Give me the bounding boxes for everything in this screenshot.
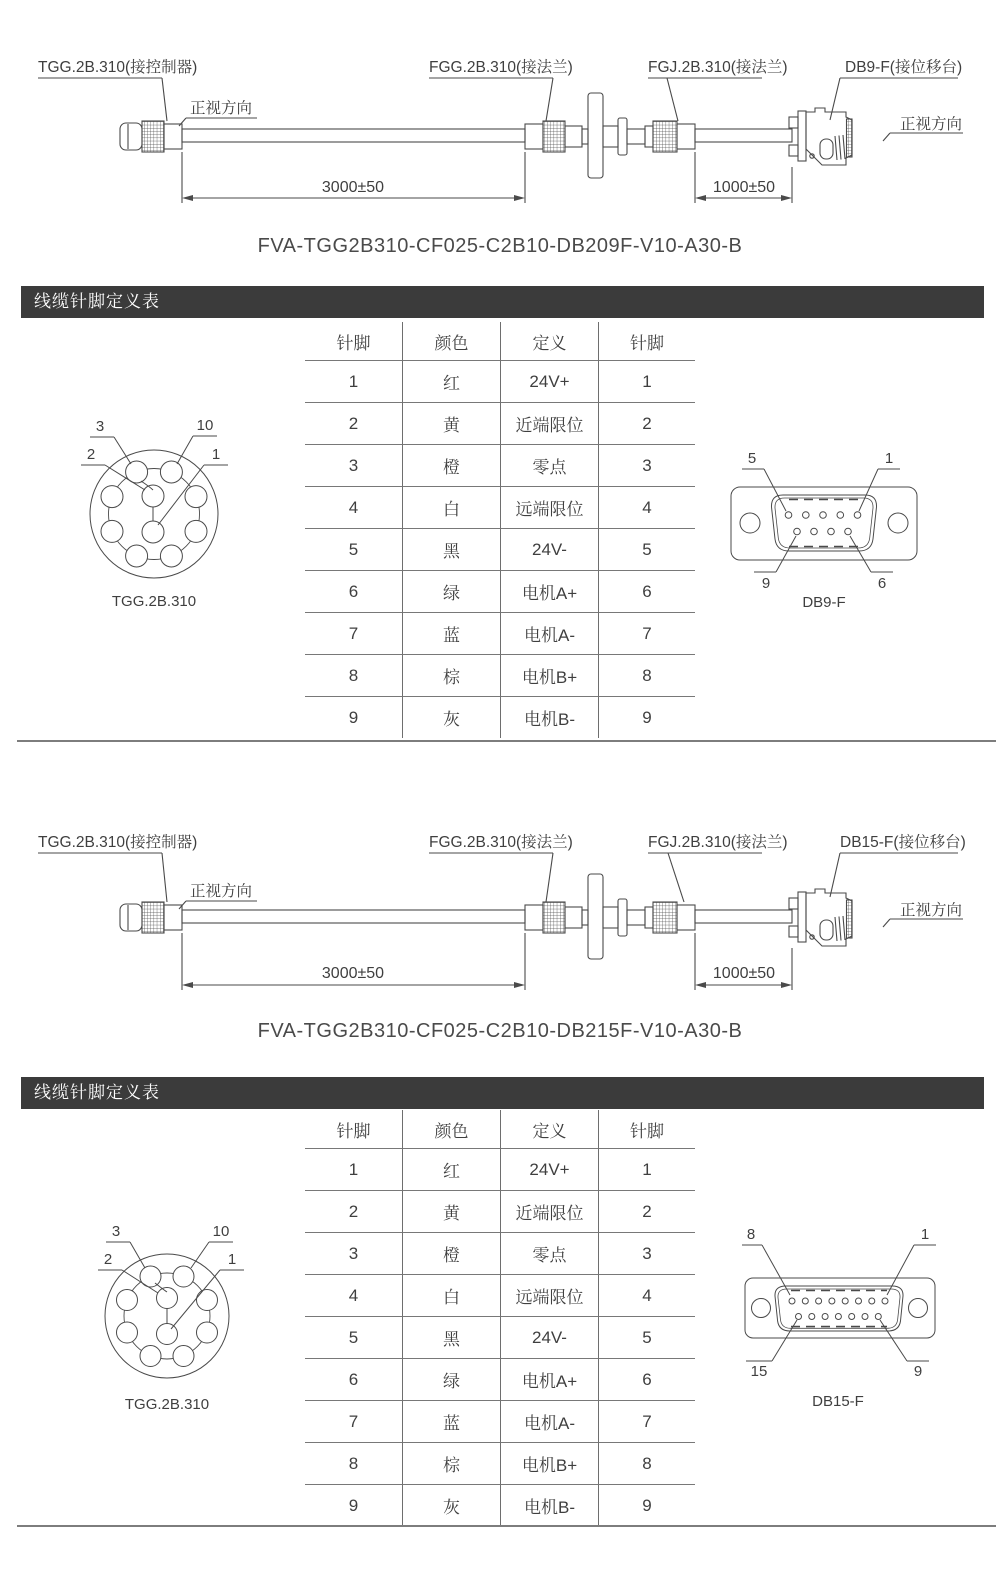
callout-number: 6 bbox=[877, 575, 887, 592]
tgg-plug-collar bbox=[164, 124, 182, 149]
pin-definition-bar: 线缆针脚定义表 bbox=[21, 1077, 984, 1109]
connector-label: TGG.2B.310(接控制器) bbox=[38, 59, 198, 76]
tgg-plug-cap bbox=[120, 123, 142, 150]
pin-table-cell: 9 bbox=[598, 1484, 695, 1526]
callout-number: 1 bbox=[920, 1226, 930, 1243]
pin-table-cell: 白 bbox=[402, 486, 500, 528]
pin-table-cell: 2 bbox=[598, 1190, 695, 1232]
pin-table-cell: 黄 bbox=[402, 402, 500, 444]
fgj-knurl bbox=[653, 902, 677, 933]
connector-label: FGG.2B.310(接法兰) bbox=[429, 834, 573, 851]
pin-table-header-cell: 针脚 bbox=[598, 322, 695, 360]
connector-view-label: TGG.2B.310 bbox=[111, 593, 197, 610]
cable-main bbox=[182, 910, 525, 923]
pin-table-cell: 电机B- bbox=[500, 1484, 598, 1526]
connector-view-label: DB15-F bbox=[812, 1393, 864, 1410]
pin-table-cell: 橙 bbox=[402, 444, 500, 486]
pin-table-cell: 电机B+ bbox=[500, 1442, 598, 1484]
fgg-knurl bbox=[543, 121, 565, 152]
pin-table-cell: 绿 bbox=[402, 570, 500, 612]
callout-number: 5 bbox=[747, 450, 757, 467]
pin-table-cell: 4 bbox=[598, 1274, 695, 1316]
front-view-label: 正视方向 bbox=[900, 116, 963, 133]
dimension-label: 1000±50 bbox=[712, 179, 776, 196]
fgj-knurl bbox=[653, 121, 677, 152]
pin-table-cell: 8 bbox=[305, 1442, 402, 1484]
pin-table bbox=[305, 322, 695, 738]
pin-table-cell: 电机A+ bbox=[500, 1358, 598, 1400]
pin-definition-bar: 线缆针脚定义表 bbox=[21, 286, 984, 318]
pin-table-cell: 棕 bbox=[402, 1442, 500, 1484]
callout-number: 8 bbox=[746, 1226, 756, 1243]
connector-view-label: TGG.2B.310 bbox=[124, 1396, 210, 1413]
pin-table-cell: 电机A- bbox=[500, 1400, 598, 1442]
pin-table-cell: 1 bbox=[598, 1148, 695, 1190]
pin-table-cell: 电机A+ bbox=[500, 570, 598, 612]
db9-front-view bbox=[725, 445, 940, 615]
pin-table-cell: 5 bbox=[305, 528, 402, 570]
pin-table-cell: 电机B- bbox=[500, 696, 598, 738]
pin-table-cell: 9 bbox=[598, 696, 695, 738]
pin-table-cell: 4 bbox=[305, 1274, 402, 1316]
connector-label: FGJ.2B.310(接法兰) bbox=[648, 834, 788, 851]
pin-table-cell: 24V+ bbox=[500, 1148, 598, 1190]
callout-number: 9 bbox=[761, 575, 771, 592]
connector-label: FGJ.2B.310(接法兰) bbox=[648, 59, 788, 76]
pin-table-header-cell: 针脚 bbox=[598, 1110, 695, 1148]
pin-table-cell: 2 bbox=[598, 402, 695, 444]
pin-table-header-cell: 颜色 bbox=[402, 322, 500, 360]
pin-table-cell: 橙 bbox=[402, 1232, 500, 1274]
pin-table-cell: 1 bbox=[305, 1148, 402, 1190]
pin-table-cell: 24V- bbox=[500, 528, 598, 570]
tgg-front-view bbox=[55, 405, 265, 615]
pin-table-cell: 黑 bbox=[402, 1316, 500, 1358]
pin-table-cell: 灰 bbox=[402, 696, 500, 738]
dimension-label: 3000±50 bbox=[321, 965, 385, 982]
connector-label: TGG.2B.310(接控制器) bbox=[38, 834, 198, 851]
pin-table-cell: 远端限位 bbox=[500, 486, 598, 528]
front-view-label: 正视方向 bbox=[900, 902, 963, 919]
cable-main bbox=[182, 129, 525, 142]
pin-table-cell: 1 bbox=[305, 360, 402, 402]
callout-number: 9 bbox=[913, 1363, 923, 1380]
pin-table-cell: 6 bbox=[305, 570, 402, 612]
fgg-knurl bbox=[543, 902, 565, 933]
pin-table-cell: 6 bbox=[305, 1358, 402, 1400]
pin-table-cell: 4 bbox=[305, 486, 402, 528]
pin-table-cell: 电机B+ bbox=[500, 654, 598, 696]
callout-number: 1 bbox=[884, 450, 894, 467]
callout-number: 1 bbox=[227, 1251, 237, 1268]
pin-table-cell: 蓝 bbox=[402, 1400, 500, 1442]
pin-table-cell: 近端限位 bbox=[500, 1190, 598, 1232]
tgg-plug-knurl bbox=[142, 121, 164, 152]
cable-assembly-diagram-db15 bbox=[0, 785, 1000, 1050]
connector-label: DB15-F(接位移台) bbox=[840, 834, 966, 851]
db15-front-view bbox=[735, 1225, 950, 1415]
cable-drawing bbox=[38, 78, 963, 203]
pin-table-cell: 5 bbox=[305, 1316, 402, 1358]
front-view-label: 正视方向 bbox=[190, 100, 253, 117]
dimension-label: 3000±50 bbox=[321, 179, 385, 196]
pin-table-cell: 7 bbox=[598, 1400, 695, 1442]
pin-table-header-cell: 针脚 bbox=[336, 333, 371, 353]
pin-table bbox=[305, 1110, 695, 1526]
section-divider-line bbox=[17, 740, 996, 742]
front-view-label: 正视方向 bbox=[190, 883, 253, 900]
pin-table-cell: 零点 bbox=[500, 444, 598, 486]
tgg-plug-cap bbox=[120, 904, 142, 931]
callout-number: 15 bbox=[750, 1363, 768, 1380]
pin-table-cell: 绿 bbox=[402, 1358, 500, 1400]
connector-view-label: DB9-F bbox=[802, 594, 846, 611]
flange-disk bbox=[588, 93, 603, 178]
pin-table-header-cell: 定义 bbox=[500, 1110, 598, 1148]
cable-tail bbox=[695, 129, 792, 142]
dimension-label: 1000±50 bbox=[712, 965, 776, 982]
pin-table-cell: 2 bbox=[305, 402, 402, 444]
callout-number: 10 bbox=[212, 1223, 230, 1240]
callout-number: 3 bbox=[111, 1223, 121, 1240]
pin-table-cell: 白 bbox=[402, 1274, 500, 1316]
pin-table-cell: 远端限位 bbox=[500, 1274, 598, 1316]
pin-table-cell: 24V+ bbox=[500, 360, 598, 402]
pin-table-cell: 8 bbox=[598, 654, 695, 696]
pin-table-cell: 蓝 bbox=[402, 612, 500, 654]
pin-table-cell: 24V- bbox=[500, 1316, 598, 1358]
pin-table-cell: 3 bbox=[598, 1232, 695, 1274]
callout-number: 2 bbox=[103, 1251, 113, 1268]
cable-drawing bbox=[38, 853, 963, 990]
pin-table-cell: 灰 bbox=[402, 1484, 500, 1526]
pin-table-cell: 零点 bbox=[500, 1232, 598, 1274]
pin-table-cell: 7 bbox=[305, 1400, 402, 1442]
cable-tail bbox=[695, 910, 792, 923]
pin-table-cell: 2 bbox=[305, 1190, 402, 1232]
tgg-front-view bbox=[60, 1195, 275, 1420]
pin-table-cell: 4 bbox=[598, 486, 695, 528]
part-number: FVA-TGG2B310-CF025-C2B10-DB215F-V10-A30-B bbox=[257, 1020, 743, 1042]
pin-table-cell: 8 bbox=[305, 654, 402, 696]
connector-label: FGG.2B.310(接法兰) bbox=[429, 59, 573, 76]
pin-table-cell: 电机A- bbox=[500, 612, 598, 654]
pin-table-cell: 1 bbox=[598, 360, 695, 402]
connector-label: DB9-F(接位移台) bbox=[845, 59, 963, 76]
pin-table-header-cell: 颜色 bbox=[402, 1110, 500, 1148]
pin-table-cell: 5 bbox=[598, 528, 695, 570]
pin-table-cell: 5 bbox=[598, 1316, 695, 1358]
pin-table-cell: 3 bbox=[305, 1232, 402, 1274]
callout-number: 10 bbox=[196, 417, 214, 434]
pin-table-cell: 红 bbox=[402, 1148, 500, 1190]
db9-hood-side bbox=[789, 108, 852, 165]
tgg-plug-knurl bbox=[142, 902, 164, 933]
callout-number: 1 bbox=[211, 446, 221, 463]
db15-hood-side bbox=[789, 889, 852, 946]
pin-table-cell: 近端限位 bbox=[500, 402, 598, 444]
pin-table-cell: 黄 bbox=[402, 1190, 500, 1232]
pin-table-cell: 3 bbox=[305, 444, 402, 486]
pin-table-header-cell: 定义 bbox=[500, 322, 598, 360]
part-number: FVA-TGG2B310-CF025-C2B10-DB209F-V10-A30-B bbox=[257, 235, 743, 257]
pin-table-cell: 7 bbox=[598, 612, 695, 654]
pin-table-cell: 黑 bbox=[402, 528, 500, 570]
pin-table-cell: 3 bbox=[598, 444, 695, 486]
pin-table-cell: 6 bbox=[598, 1358, 695, 1400]
pin-table-cell: 红 bbox=[402, 360, 500, 402]
pin-table-cell: 7 bbox=[305, 612, 402, 654]
cable-assembly-diagram-db9 bbox=[0, 0, 1000, 232]
pin-table-cell: 棕 bbox=[402, 654, 500, 696]
callout-number: 3 bbox=[95, 418, 105, 435]
pin-table-cell: 6 bbox=[598, 570, 695, 612]
pin-table-cell: 9 bbox=[305, 696, 402, 738]
flange-disk bbox=[588, 874, 603, 959]
pin-table-header-cell: 针脚 bbox=[336, 1121, 371, 1141]
section-divider-line bbox=[17, 1525, 996, 1527]
pin-table-cell: 8 bbox=[598, 1442, 695, 1484]
pin-table-cell: 9 bbox=[305, 1484, 402, 1526]
callout-number: 2 bbox=[86, 446, 96, 463]
